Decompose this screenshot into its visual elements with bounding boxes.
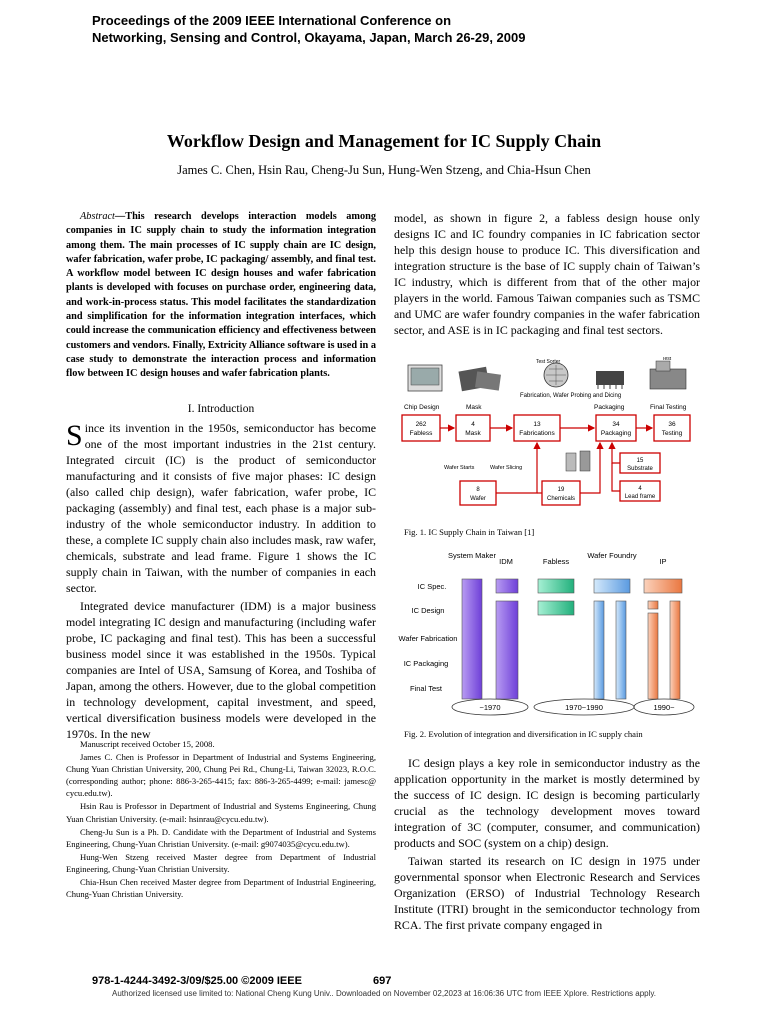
fig1-box-fabless (402, 415, 440, 441)
conference-line-1: Proceedings of the 2009 IEEE International Conference on (92, 13, 452, 28)
fig1-box-chemicals-num: 19 (557, 487, 565, 493)
fig1-box-packaging-num: 34 (612, 421, 620, 428)
fig2-col-ip: IP (659, 557, 667, 566)
license-notice: Authorized licensed use limited to: National Cheng Kung Univ.. Downloaded on November 02,2023 at 16:06:36 UTC from IEEE Xplore. Restrictions apply. (112, 989, 656, 998)
footer-isbn: 978-1-4244-3492-3/09/$25.00 ©2009 IEEE (92, 975, 302, 987)
fig1-arrow-lead-frame (612, 463, 620, 491)
fig1-box-substrate-num: 15 (636, 458, 644, 464)
right-column-top (394, 210, 700, 338)
figure-2-caption: Fig. 2. Evolution of integration and diversification in IC supply chain (404, 729, 643, 739)
section-heading-introduction: I. Introduction (187, 402, 255, 415)
fig2-bar-ip-spec (644, 579, 682, 593)
figure-1-caption: Fig. 1. IC Supply Chain in Taiwan [1] (404, 527, 535, 537)
footnotes (66, 738, 376, 901)
chip-design-picture (408, 365, 442, 391)
fig1-box-testing-name: Testing (661, 430, 683, 437)
fig1-box-fabrications (514, 415, 560, 441)
fig1-arrow-substrate (612, 443, 620, 463)
fig2-row-final-test: Final Test (410, 684, 442, 693)
fig1-box-lead-frame-num: 4 (638, 486, 642, 492)
right-paragraph-3: Taiwan started its research on IC design in 1975 under governmental sponsor when Electronic Research and Services Organization (ERSO) of Industrial Technology Research Institute (ITRI) brought in the semiconductor technology from RCA. The first private company engaged in (394, 854, 700, 933)
fig2-era-1990-label: 1990~ (653, 703, 675, 712)
intro-paragraph-1 (66, 420, 376, 597)
fig2-col-idm: IDM (499, 557, 513, 566)
fig2-row-ic-spec: IC Spec. (417, 582, 447, 591)
fig2-row-ic-packaging: IC Packaging (403, 659, 449, 668)
fig2-col-fabless: Fabless (542, 557, 570, 566)
footnote-author-4: Hung-Wen Stzeng received Master degree from Department of Industrial Engineering, Chung-Yuan Christian University. (66, 851, 376, 874)
right-column-bottom (394, 753, 700, 934)
fig1-box-lead-frame (620, 481, 660, 501)
conference-header (92, 12, 732, 46)
fig1-pic-label-test: Test (662, 357, 672, 362)
fig1-box-substrate (620, 453, 660, 473)
fig2-bar-system-maker (462, 579, 482, 699)
fig1-box-fabless-num: 262 (415, 421, 427, 428)
fig1-wafer-slicing: Wafer Slicing (490, 465, 523, 471)
fig1-stage-fabrication-text: Fabrication, Wafer Probing and Dicing (520, 393, 622, 399)
fig1-box-mask-name: Mask (465, 430, 481, 437)
footnote-author-3: Cheng-Ju Sun is a Ph. D. Candidate with the Department of Industrial and Systems Engineering, Chung-Yuan Christian University. (e-mail: g9074035@cycu.edu.tw). (66, 826, 376, 849)
fig2-bar-ip-design-1 (648, 601, 658, 609)
paper-authors: James C. Chen, Hsin Rau, Cheng-Ju Sun, Hung-Wen Stzeng, and Chia-Hsun Chen (177, 163, 591, 177)
fig2-bar-fabless-design (538, 601, 574, 615)
footnote-author-2: Hsin Rau is Professor in Department of Industrial and Systems Engineering, Chung Yuan Christian University. (e-mail: hsinrau@cycu.edu.tw). (66, 801, 376, 824)
intro-paragraph-2: Integrated device manufacturer (IDM) is a major business model integrating IC design and manufacturing (including wafer probe, IC packaging and final test). This has been a successful business model since it was established in the 1950s. Typical companies are Intel of USA, Samsung of Korea, and Toshiba of Japan, among the others. However, due to the global competition in technology development, capital investment, and speed, vertical diversification business models were developed in the 1970s. In the new (66, 599, 376, 742)
fig2-col-system-maker-text: System Maker (448, 551, 496, 560)
intro-paragraph-1-text: ince its invention in the 1950s, semiconductor has become one of the most important industries in the 21st century. Integrated circuit (IC) is the product of semiconductor manufacturing and it consists of five major phases: IC design (also called chip design), wafer fabrication, wafer probe, IC packaging (assembly) and final test, each phase is a major sub-industry of the whole semiconductor industry. In addition to these, a complete IC supply chain also includes mask, raw wafer, chemicals, substrate and lead frame. Figure 1 shows the IC supply chain in Taiwan, with the number of companies in each sector. (66, 420, 376, 596)
final-testing-picture (650, 361, 686, 389)
fig2-col-system-maker (448, 551, 496, 560)
fig2-bar-idm (496, 601, 518, 699)
abstract-label: Abstract (80, 211, 115, 222)
fig2-row-wafer-fabrication: Wafer Fabrication (398, 634, 458, 643)
fig1-box-fabless-name: Fabless (409, 430, 433, 437)
fig1-pic-label-test-sorter: Test Sorter (536, 359, 561, 365)
abstract-text: —This research develops interaction models among companies in IC supply chain to study the information integration among them. The main processes of IC supply chain are IC design, wafer fabrication, wafer probe, IC packaging/ assembly, and final test. A workflow model between IC design houses and wafer fabrication plants is developed with focuses on purchase order, engineering data, and work-in-process status. This model facilitates the standardization and simplification for the information integration interfaces, which could increase the communication efficiency and effectiveness between customers and vendors. Finally, Extricity Alliance software is used in a case study to demonstrate the interaction process and information flow between IC design houses and wafer fabrication plants. (66, 211, 376, 380)
fig2-era-1970-1990-label: 1970~1990 (565, 703, 603, 712)
footnote-author-5: Chia-Hsun Chen received Master degree from Department of Industrial Engineering, Chung-Yuan Christian University. (66, 877, 376, 900)
conference-line-2: Networking, Sensing and Control, Okayama, Japan, March 26-29, 2009 (92, 30, 526, 45)
fig1-box-packaging (596, 415, 636, 441)
fig2-bar-foundry-right (616, 601, 626, 699)
footnote-manuscript: Manuscript received October 15, 2008. (80, 739, 215, 749)
figure-2-integration-diagram (396, 549, 706, 719)
fig2-bar-idm-spec (496, 579, 518, 593)
fig1-box-wafer (460, 481, 496, 505)
chemicals-picture (566, 451, 590, 471)
fig1-box-fabrications-num: 13 (533, 421, 541, 428)
drop-cap: S (66, 418, 83, 452)
left-column (66, 210, 376, 743)
abstract (66, 210, 376, 382)
fig1-box-testing (654, 415, 690, 441)
page-number: 697 (373, 975, 392, 987)
fig2-row-ic-design: IC Design (411, 606, 445, 615)
fig1-box-mask (456, 415, 490, 441)
fig2-bar-ip-left (648, 613, 658, 699)
fig1-box-lead-frame-name: Lead frame (624, 494, 656, 500)
fig1-box-chemicals (542, 481, 580, 505)
fig1-box-fabrications-name: Fabrications (519, 430, 555, 437)
fig1-box-chemicals-name: Chemicals (546, 496, 576, 502)
right-paragraph-1: model, as shown in figure 2, a fabless design house only designs IC and IC foundry companies in IC fabrication sector help this design house to produce IC. This diversification and integration structure is the base of IC supply chain of Taiwan’s IC industry, which is different from that of the other major players in the world. Famous Taiwan companies such as TSMC and UMC are wafer foundry companies in the wafer fabrication sector, and ASE is in IC packaging and final test sectors. (394, 211, 700, 338)
fig2-bar-fabless-spec (538, 579, 574, 593)
fig1-stage-mask: Mask (466, 404, 482, 411)
fig1-box-wafer-name: Wafer (470, 496, 486, 502)
fig1-stage-fabrication (520, 393, 621, 399)
footnote-author-1: James C. Chen is Professor in Department of Industrial and Systems Engineering, Chung Yuan Christian University, 200, Chung Pei Rd., Chung-Li, Taiwan 32023, R.O.C. (corresponding author; phone: 886-3-265-4415; fax: 886-3-265-4499; e-mail: jamesc@ cycu.edu.tw). (66, 752, 376, 799)
fig1-box-substrate-name: Substrate (627, 466, 653, 472)
fig2-bar-foundry-left (594, 601, 604, 699)
packaging-picture (596, 371, 624, 389)
figure-1-supply-chain-diagram (400, 357, 700, 515)
fig2-bar-ip-right (670, 601, 680, 699)
fig1-box-wafer-num: 8 (476, 487, 480, 493)
mask-picture (458, 367, 501, 392)
fig1-wafer-starts: Wafer Starts (444, 465, 475, 471)
fig1-stage-chip-design: Chip Design (404, 404, 440, 411)
fig2-era-1970-label: ~1970 (479, 703, 501, 712)
fig1-stage-packaging: Packaging (594, 404, 625, 411)
right-paragraph-2: IC design plays a key role in semiconductor industry as the application opportunity in the market is mostly determined by the success of IC design. IC design is becoming particularly crucial as the technology development moves toward integration of 3C (computer, consumer, and communication) products and SOC (system on a chip) design. (394, 756, 700, 851)
paper-title: Workflow Design and Management for IC Supply Chain (166, 131, 602, 151)
fig1-box-testing-num: 36 (668, 421, 676, 428)
fig1-stage-final-testing: Final Testing (650, 404, 687, 411)
fig2-bar-foundry-spec (594, 579, 630, 593)
fig2-col-wafer-foundry: Wafer Foundry (587, 551, 637, 560)
fig1-box-packaging-name: Packaging (600, 430, 632, 437)
wafer-picture (544, 363, 568, 387)
fig1-box-mask-num: 4 (471, 421, 475, 428)
